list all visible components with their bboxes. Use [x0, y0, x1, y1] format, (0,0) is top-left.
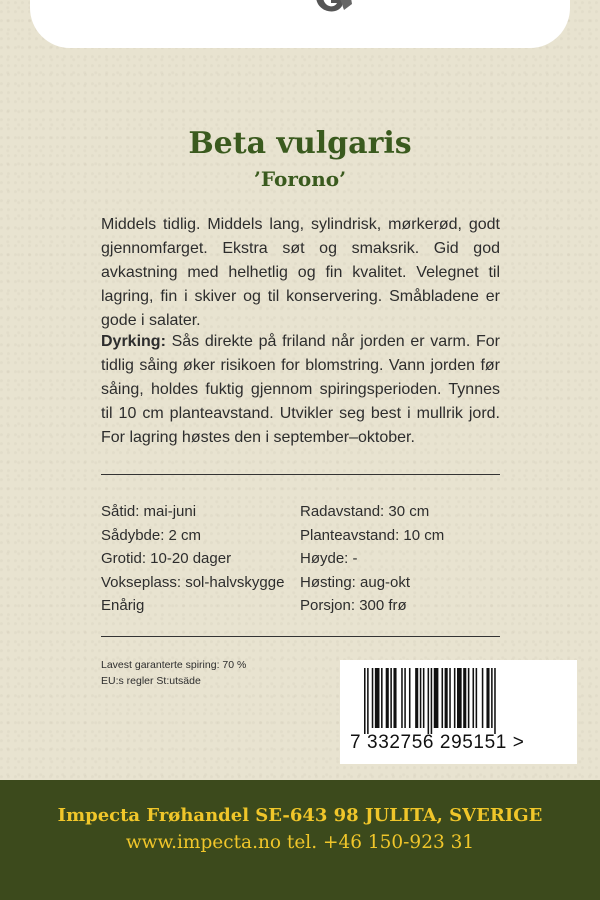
spec-sowing-time: Såtid: mai-juni — [101, 503, 197, 520]
barcode-bar — [457, 668, 462, 728]
spec-lifecycle: Enårig — [101, 597, 145, 614]
barcode-bar — [390, 668, 392, 728]
barcode-bar — [468, 668, 470, 728]
germination-guarantee: Lavest garanterte spiring: 70 % — [101, 659, 247, 671]
barcode-bar — [476, 668, 478, 728]
spec-harvest: Høsting: aug-okt — [300, 573, 411, 591]
barcode-bar — [415, 668, 418, 728]
barcode-area — [340, 660, 577, 764]
barcode-bar — [386, 668, 389, 728]
description-text: Middels tidlig. Middels lang, sylindrisk, mørkerød, godt gjennomfarget. Ekstra søt og smaksrik. Gid god avkastning med helhetlig og fin kvalitet. Velegnet til lagring, fin i skiver og til konservering. Småbladene er gode i salater. — [101, 216, 500, 329]
barcode-bar — [486, 668, 489, 728]
spec-height: Høyde: - — [300, 550, 358, 567]
barcode-bar — [423, 668, 425, 728]
specs-right — [300, 500, 444, 618]
variety-name: ’Forono’ — [253, 167, 347, 191]
barcode-bar — [372, 668, 374, 728]
barcode-bar — [401, 668, 403, 728]
product-title: Beta vulgaris — [188, 126, 412, 161]
barcode-bar — [420, 668, 422, 728]
barcode-bar — [404, 668, 406, 728]
barcode-digits: 7 332756 295151 > — [350, 732, 525, 753]
barcode-bar — [494, 668, 496, 734]
cultivation-label: Dyrking: — [101, 333, 166, 350]
spec-sowing-depth: Sådybde: 2 cm — [101, 526, 202, 544]
company-address: Impecta Frøhandel SE-643 98 JULITA, SVERIGE — [57, 805, 543, 826]
barcode-bar — [491, 668, 493, 728]
barcode-bar — [482, 668, 484, 728]
barcode-bar — [449, 668, 451, 728]
footer-bar — [0, 780, 600, 900]
impecta-g-logo-icon — [306, 0, 354, 22]
barcode-bar — [364, 668, 366, 734]
barcode-bar — [431, 668, 433, 734]
barcode-bar — [463, 668, 466, 728]
divider — [101, 636, 500, 637]
eu-rules: EU:s regler St:utsäde — [101, 675, 201, 687]
specs-left — [101, 500, 284, 618]
cultivation-text — [101, 330, 500, 450]
company-contact: www.impecta.no tel. +46 150-923 31 — [125, 832, 475, 853]
barcode-bar — [434, 668, 439, 728]
spec-portion: Porsjon: 300 frø — [300, 597, 407, 614]
barcode-bar — [428, 668, 430, 734]
barcode-bar — [454, 668, 456, 728]
barcode-bar — [367, 668, 369, 734]
barcode-bar — [393, 668, 396, 728]
barcode-bar — [473, 668, 475, 728]
barcode-bar — [445, 668, 448, 728]
barcode-bar — [375, 668, 380, 728]
cultivation-body: Sås direkte på friland når jorden er varm. For tidlig såing øker risikoen for blomstring. Vann jorden før såing, holdes fuktig gjennom spiringsperioden. Tynnes til 10 cm planteavstand. Utvikler seg best i mullrik jord. For lagring høstes den i september–oktober. — [101, 333, 500, 446]
barcode — [362, 668, 552, 734]
spec-row-spacing: Radavstand: 30 cm — [300, 503, 430, 520]
header-tab — [30, 0, 570, 48]
spec-plant-spacing: Planteavstand: 10 cm — [300, 526, 445, 544]
divider — [101, 474, 500, 475]
barcode-bar — [381, 668, 383, 728]
barcode-bar — [442, 668, 444, 728]
barcode-bar — [409, 668, 411, 728]
spec-germination-time: Grotid: 10-20 dager — [101, 550, 232, 567]
spec-location: Vokseplass: sol-halvskygge — [101, 573, 285, 591]
